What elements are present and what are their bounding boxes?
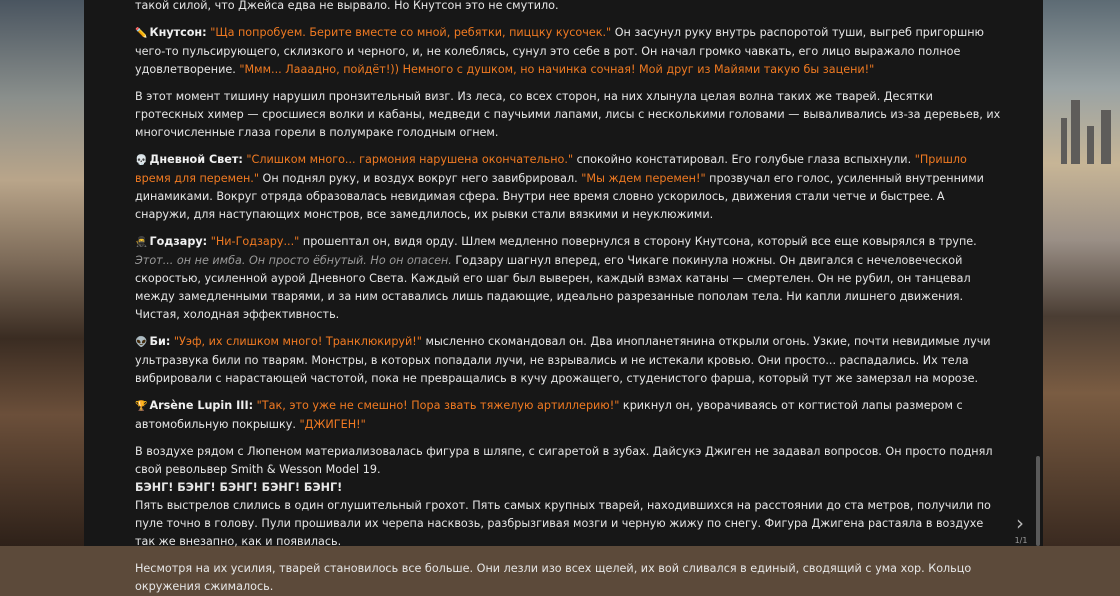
quote: "Так, это уже не смешно! Пора звать тяжелую артиллерию!" bbox=[256, 399, 620, 412]
quote: "Ща попробуем. Берите вместе со мной, ребятки, пиццку кусочек." bbox=[210, 26, 612, 39]
story-paragraph-jigen: В воздухе рядом с Люпеном материализовалась фигура в шляпе, с сигаретой в зубах. Дайсукэ Джиген не задавал вопросов. Он просто поднял свой револьвер Smith & Wesson Model 19. БЭНГ! БЭНГ! БЭНГ! БЭНГ! БЭНГ! Пять выстрелов слились в один оглушительный грохот. Пять самых крупных тварей, находившихся на расстоянии до ста метров, получили по пуле точно в голову. Пули прошивали их черепа насквозь, разбрызгивая мозги и черную жижу по снегу. Фигура Джигена растаяла в воздухе так же внезапно, как и появилась. bbox=[135, 445, 993, 548]
trophy-icon: 🏆 bbox=[135, 401, 148, 412]
story-paragraph-godzaru: 🥷 Годзару: "Ни-Годзару..." прошептал он, видя орду. Шлем медленно повернулся в сторону Кнутсона, который все еще ковырялся в трупе. Этот... он не имба. Он просто ёбнутый. Но он опасен. Годзару шагнул вперед, его Чикаге покинула ножны. Он двигался с нечеловеческой скоростью, усиленной аурой Дневного Света. Каждый его шаг был выверен, каждый взмах катаны — смертелен. Он не рубил, он танцевал между замедленными тварями, и за ним оставались лишь падающие, идеально разрезанные пополам тела. Ни капли лишнего движения. Чистая, холодная эффективность. bbox=[135, 235, 977, 321]
quote: "Слишком много... гармония нарушена окончательно." bbox=[246, 153, 574, 166]
story-paragraph-bee: 👽 Би: "Уэф, их слишком много! Транклюкируй!" мысленно скомандовал он. Два инопланетянина открыли огонь. Узкие, почти невидимые лучи ультразвука били по тварям. Монстры, в которых попадали лучи, не взрывались и не истекали кровью. Они просто... распадались. Их тела вибрировали с нарастающей частотой, пока не превращались в кучу дрожащего, студенистого фарша, который тут же замерзал на морозе. bbox=[135, 335, 991, 385]
speaker-name: Би: bbox=[149, 335, 171, 348]
alien-icon: 👽 bbox=[135, 337, 148, 348]
background-scenery-right bbox=[1043, 0, 1120, 546]
story-paragraph-lupin: 🏆 Arsène Lupin III: "Так, это уже не смешно! Пора звать тяжелую артиллерию!" крикнул он, уворачиваясь от когтистой лапы размером с автомобильную покрышку. "ДЖИГЕН!" bbox=[135, 399, 963, 431]
quote: "Уэф, их слишком много! Транклюкируй!" bbox=[173, 335, 422, 348]
chat-panel bbox=[84, 0, 1043, 593]
story-paragraph-knutson: ✏️ Кнутсон: "Ща попробуем. Берите вместе со мной, ребятки, пиццку кусочек." Он засунул руку внутрь распоротой туши, выгреб пригоршню чего-то пульсирующего, склизкого и черного, и, не колеблясь, сунул это себе в рот. Он начал громко чавкать, его лицо выражало полное удовлетворение. "Ммм... Лааадно, пойдёт!)) Немного с душком, но начинка сочная! Мой друг из Майями такую бы зацени!" bbox=[135, 26, 984, 76]
quote: "Пришло время для перемен." bbox=[135, 153, 967, 185]
speaker-name: Arsène Lupin III: bbox=[149, 399, 254, 412]
quote: "Мы ждем перемен!" bbox=[581, 172, 706, 185]
ninja-icon: 🥷 bbox=[135, 237, 148, 248]
scrollbar-thumb[interactable] bbox=[1036, 456, 1040, 546]
quote: "ДЖИГЕН!" bbox=[299, 418, 366, 431]
story-paragraph: такой силой, что Джейса едва не вырвало. Но Кнутсон это не смутило. bbox=[135, 0, 559, 12]
skull-icon: 💀 bbox=[135, 155, 148, 166]
gunshot-text: БЭНГ! БЭНГ! БЭНГ! БЭНГ! БЭНГ! bbox=[135, 481, 343, 494]
background-scenery-left bbox=[0, 0, 84, 546]
speaker-name: Кнутсон: bbox=[149, 26, 207, 39]
inner-thought: Этот... он не имба. Он просто ёбнутый. Но он опасен. bbox=[135, 254, 452, 267]
page-indicator: 1/1 bbox=[1014, 536, 1028, 545]
speaker-name: Дневной Свет: bbox=[149, 153, 243, 166]
chevron-right-icon[interactable]: › bbox=[1016, 511, 1024, 535]
story-paragraph: В этот момент тишину нарушил пронзительный визг. Из леса, со всех сторон, на них хлынула целая волна таких же тварей. Десятки гротескных химер — сросшиеся волки и кабаны, медведи с паучьими лапами, лисы с несколькими головами — вываливались из-за деревьев, их многочисленные глаза горели в полумраке голодным огнем. bbox=[135, 90, 1001, 139]
story-text bbox=[84, 0, 1043, 596]
quote: "Ммм... Лааадно, пойдёт!)) Немного с душком, но начинка сочная! Мой друг из Майями такую бы зацени!" bbox=[239, 63, 875, 76]
pencil-icon: ✏️ bbox=[135, 28, 148, 39]
story-paragraph-daylight: 💀 Дневной Свет: "Слишком много... гармония нарушена окончательно." спокойно констатировал. Его голубые глаза вспыхнули. "Пришло время для перемен." Он поднял руку, и воздух вокруг него завибрировал. "Мы ждем перемен!" прозвучал его голос, усиленный внутренними динамиками. Вокруг отряда образовалась невидимая сфера. Внутри нее время словно ускорилось, движения стали четче и быстрее. А снаружи, для наступающих монстров, все замедлилось, их рывки стали вязкими и неуклюжими. bbox=[135, 153, 984, 221]
story-paragraph: Несмотря на их усилия, тварей становилось все больше. Они лезли изо всех щелей, их вой сливался в единый, сводящий с ума хор. Кольцо окружения сжималось. bbox=[135, 562, 972, 593]
quote: "Ни-Годзару..." bbox=[210, 235, 300, 248]
speaker-name: Годзару: bbox=[149, 235, 208, 248]
